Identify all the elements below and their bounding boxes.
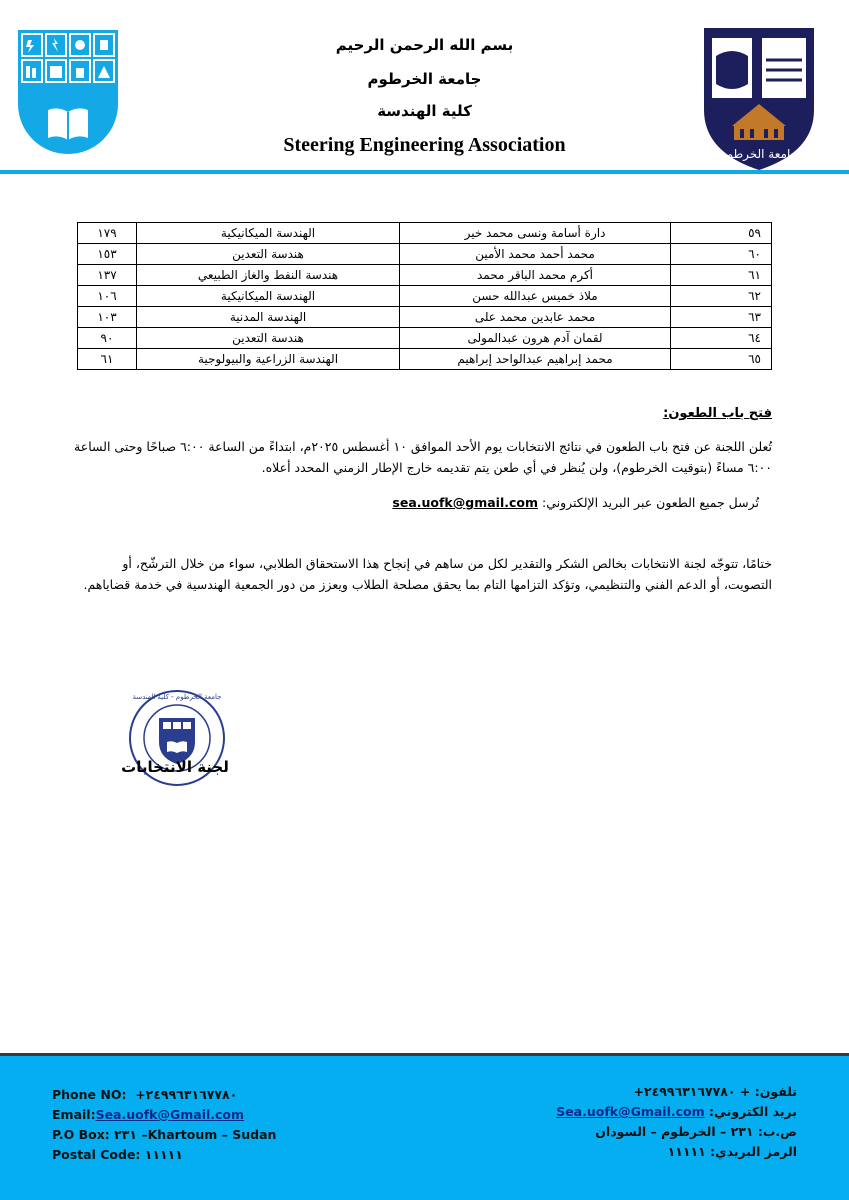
svg-text:جامعة الخرطوم - كلية الهندسة: جامعة الخرطوم - كلية الهندسة — [132, 693, 222, 701]
row-number: ٥٩ — [671, 223, 772, 244]
footer-contact-ar — [556, 1082, 797, 1162]
candidate-name: محمد إبراهيم عبدالواحد إبراهيم — [400, 349, 671, 370]
footer-pobox-ar: ص.ب: ٢٣١ – الخرطوم – السودان — [595, 1124, 797, 1139]
row-number: ٦٠ — [671, 244, 772, 265]
results-table — [77, 222, 772, 370]
vote-count: ٩٠ — [78, 328, 137, 349]
vote-count: ١٧٩ — [78, 223, 137, 244]
footer-email-link-en[interactable]: Sea.uofk@Gmail.com — [95, 1107, 245, 1122]
appeals-email-link[interactable]: sea.uofk@gmail.com — [392, 495, 538, 510]
row-number: ٦٣ — [671, 307, 772, 328]
faculty-name: كلية الهندسة — [377, 102, 472, 120]
department: هندسة النفط والغاز الطبيعي — [137, 265, 400, 286]
appeals-email-prefix: تُرسل جميع الطعون عبر البريد الإلكتروني: — [541, 495, 759, 510]
footer-email-link-ar[interactable]: Sea.uofk@Gmail.com — [556, 1104, 705, 1119]
candidate-name: دارة أسامة ونسى محمد خير — [400, 223, 671, 244]
candidate-name: محمد عابدين محمد على — [400, 307, 671, 328]
footer-postal-ar: الرمز البريدي: ١١١١١ — [667, 1144, 797, 1159]
appeals-email-line — [392, 495, 759, 510]
footer-phone-ar: تلفون: + +٢٤٩٩٦٣١٦٧٧٨٠ — [633, 1084, 797, 1099]
department: هندسة التعدين — [137, 244, 400, 265]
svg-text:جامعة الخرطوم: جامعة الخرطوم — [719, 147, 799, 161]
department: الهندسة الميكانيكية — [137, 223, 400, 244]
candidate-name: أكرم محمد الباقر محمد — [400, 265, 671, 286]
footer-pobox-en: P.O Box: ٢٣١ –Khartoum – Sudan — [52, 1127, 277, 1142]
vote-count: ١٠٣ — [78, 307, 137, 328]
row-number: ٦٥ — [671, 349, 772, 370]
vote-count: ١٣٧ — [78, 265, 137, 286]
candidate-name: محمد أحمد محمد الأمين — [400, 244, 671, 265]
department: هندسة التعدين — [137, 328, 400, 349]
university-crest — [702, 26, 816, 172]
footer-phone-en: Phone NO: +٢٤٩٩٦٣١٦٧٧٨٠ — [52, 1087, 238, 1102]
association-name: Steering Engineering Association — [283, 134, 566, 156]
candidate-name: ملاذ خميس عبدالله حسن — [400, 286, 671, 307]
footer-email-ar: بريد الكتروني: Sea.uofk@Gmail.com — [556, 1104, 797, 1119]
department: الهندسة الزراعية والبيولوجية — [137, 349, 400, 370]
appeals-title: فتح باب الطعون: — [663, 406, 772, 421]
vote-count: ٦١ — [78, 349, 137, 370]
row-number: ٦١ — [671, 265, 772, 286]
table-row — [78, 265, 772, 286]
vote-count: ١٠٦ — [78, 286, 137, 307]
election-committee-label: لجنة الانتخابات — [121, 758, 229, 776]
department: الهندسة المدنية — [137, 307, 400, 328]
row-number: ٦٤ — [671, 328, 772, 349]
footer-divider — [0, 1053, 849, 1056]
table-row — [78, 307, 772, 328]
header-divider — [0, 170, 849, 174]
basmala: بسم الله الرحمن الرحيم — [335, 36, 514, 54]
closing-paragraph: ختامًا، تتوجّه لجنة الانتخابات بخالص الشكر والتقدير لكل من ساهم في إنجاح هذا الاستحقاق الطلابي، سواء من خلال الترشّح، أو التصويت، أو الدعم الفني والتنظيمي، وتؤكد التزامها التام بما يحقق مصلحة الطلاب ويعزز من دور الجمعية الهندسية في خدمة قضاياهم. — [83, 556, 772, 592]
row-number: ٦٢ — [671, 286, 772, 307]
vote-count: ١٥٣ — [78, 244, 137, 265]
footer-postal-en: Postal Code: ١١١١١ — [52, 1147, 183, 1162]
table-row — [78, 349, 772, 370]
candidate-name: لقمان آدم هرون عبدالمولى — [400, 328, 671, 349]
department: الهندسة الميكانيكية — [137, 286, 400, 307]
table-row — [78, 244, 772, 265]
footer-email-en: Email:Sea.uofk@Gmail.com — [52, 1107, 245, 1122]
table-row — [78, 328, 772, 349]
table-row — [78, 223, 772, 244]
footer-contact-en — [52, 1085, 276, 1165]
appeals-paragraph: تُعلن اللجنة عن فتح باب الطعون في نتائج الانتخابات يوم الأحد الموافق ١٠ أغسطس ٢٠٢٥م، ابتداءً من الساعة ٦:٠٠ صباحًا وحتى الساعة ٦:٠٠ مساءً (بتوقيت الخرطوم)، ولن يُنظر في أي طعن يتم تقديمه خارج الإطار الزمني المحدد أعلاه. — [74, 439, 772, 475]
university-name: جامعة الخرطوم — [367, 70, 482, 88]
table-row — [78, 286, 772, 307]
association-logo — [16, 28, 120, 160]
